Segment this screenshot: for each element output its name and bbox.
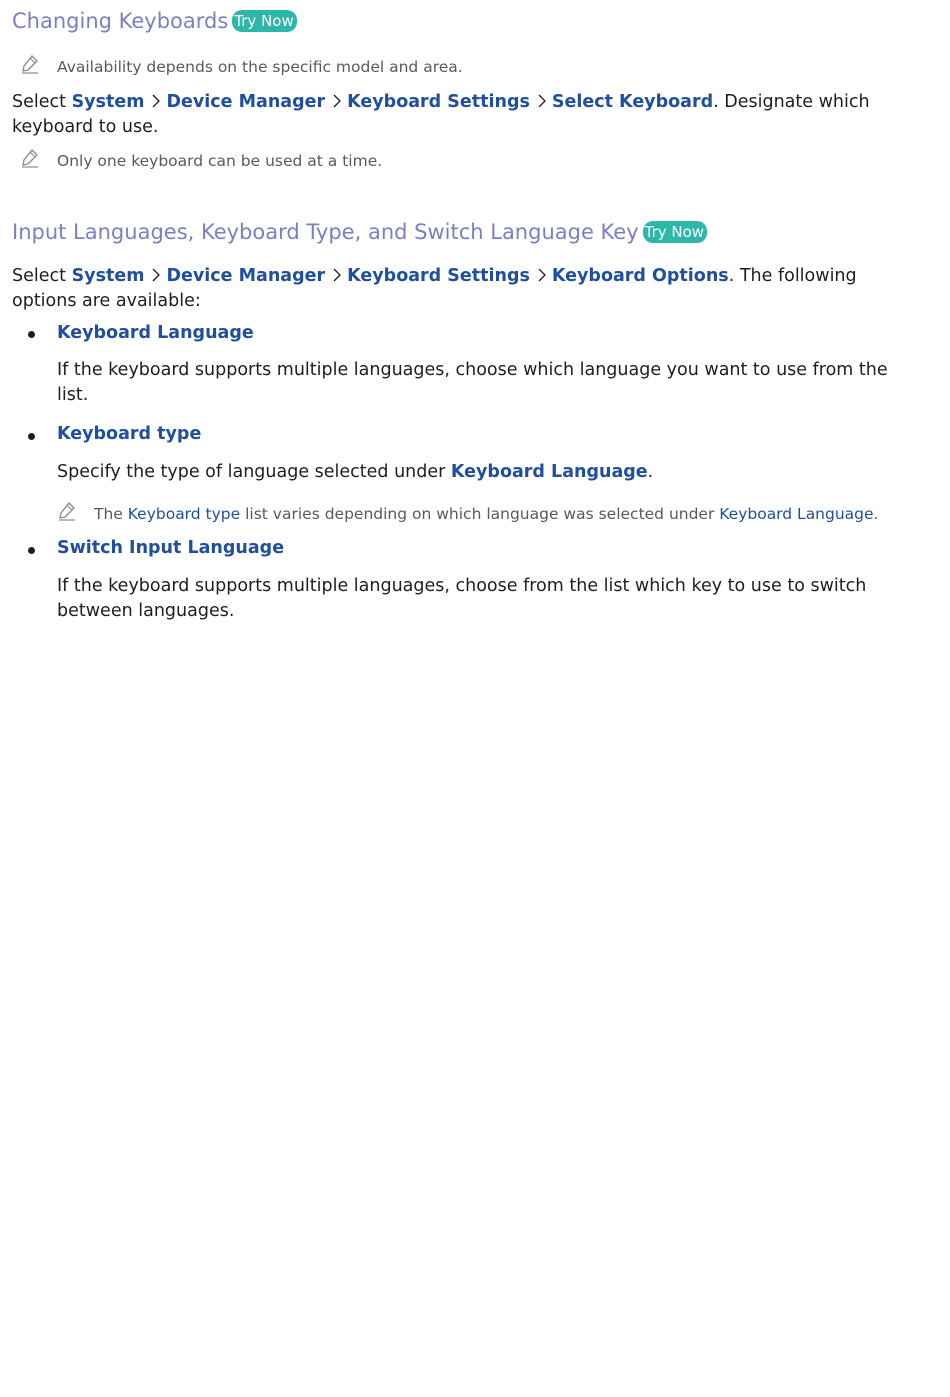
select-word: Select [12,92,66,112]
item-desc-keyboard-language: If the keyboard supports multiple languages, choose which language you want to use from the list. [57,360,888,405]
pencil-note-icon [19,52,41,74]
path-device-manager: Device Manager [166,266,326,286]
keyword-keyboard-language: Keyboard Language [450,462,648,482]
section-heading-input-languages [12,218,707,246]
select-word: Select [12,266,66,286]
section-title: Input Languages, Keyboard Type, and Switch Language Key [12,220,639,244]
chevron-right-icon [537,94,547,108]
instruction-tail: The following options are available: [12,266,857,311]
item-title-switch-input-language: Switch Input Language [57,538,285,558]
chevron-right-icon [151,268,161,282]
item-desc-switch-input-language: If the keyboard supports multiple languages, choose from the list which key to use to switch between languages. [57,576,867,621]
one-keyboard-note [57,150,382,172]
bullet-icon [28,547,35,554]
keyword-keyboard-type: Keyboard type [127,505,241,523]
path-keyboard-settings: Keyboard Settings [347,92,530,112]
chevron-right-icon [537,268,547,282]
section-title: Changing Keyboards [12,9,229,33]
pencil-note-icon [56,499,78,521]
chevron-right-icon [332,268,342,282]
pencil-note-icon [19,146,41,168]
path-keyboard-settings: Keyboard Settings [347,266,530,286]
path-select-keyboard: Select Keyboard [551,92,714,112]
path-system: System [71,92,145,112]
try-now-button[interactable]: Try Now [643,221,707,243]
note-text: Availability depends on the specific model and area. [57,58,463,76]
keyword-keyboard-language: Keyboard Language [719,505,874,523]
availability-note [57,56,463,78]
period: . [728,266,735,286]
desc-text: Specify the type of language selected under [57,462,451,482]
note-text: list varies depending on which language was selected under [240,505,720,523]
note-text: Only one keyboard can be used at a time. [57,152,383,170]
item-desc-keyboard-type [57,460,907,485]
period: . [873,505,879,523]
keyboard-options-instruction [12,264,918,314]
period: . [713,92,719,112]
note-text: The [94,505,128,523]
section-heading-changing-keyboards [12,7,297,35]
path-device-manager: Device Manager [166,92,326,112]
item-title-keyboard-type: Keyboard type [57,424,202,444]
period: . [647,462,654,482]
keyboard-type-note [94,503,878,525]
select-keyboard-instruction [12,90,918,140]
bullet-icon [28,331,35,338]
chevron-right-icon [332,94,342,108]
path-system: System [71,266,145,286]
chevron-right-icon [151,94,161,108]
bullet-icon [28,433,35,440]
try-now-button[interactable]: Try Now [232,10,296,32]
instruction-tail: Designate which keyboard to use. [12,92,870,137]
item-title-keyboard-language: Keyboard Language [57,323,254,343]
path-keyboard-options: Keyboard Options [551,266,729,286]
